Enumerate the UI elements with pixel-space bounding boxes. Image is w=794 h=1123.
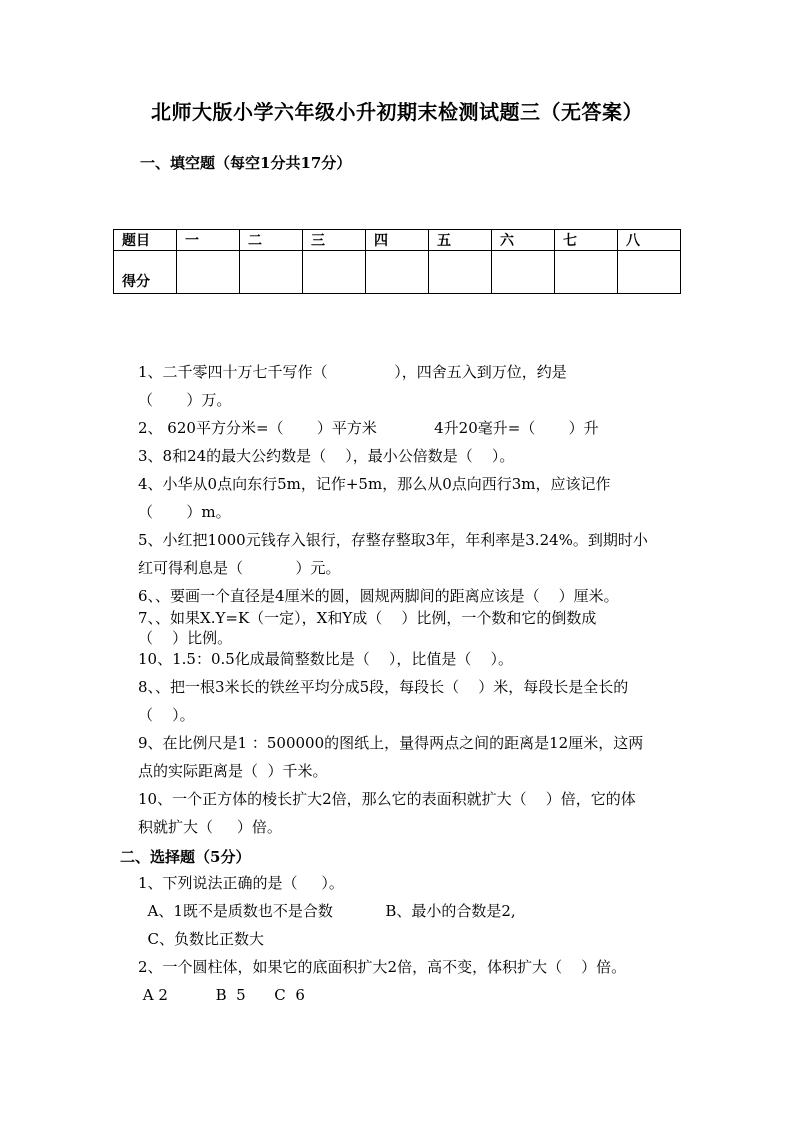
score-cell[interactable]	[492, 251, 555, 294]
page-title: 北师大版小学六年级小升初期末检测试题三（无答案）	[151, 100, 643, 124]
score-table-col-8: 八	[618, 230, 681, 251]
score-cell[interactable]	[618, 251, 681, 294]
score-cell[interactable]	[429, 251, 492, 294]
score-table-col-1: 一	[177, 230, 240, 251]
question-line: 10、1.5：0.5化成最简整数比是（ ），比值是（ ）。	[138, 650, 513, 668]
score-table-col-3: 三	[303, 230, 366, 251]
score-cell[interactable]	[303, 251, 366, 294]
question-line: 8、、把一根3米长的铁丝平均分成5段，每段长（ ）米，每段长是全长的	[138, 678, 629, 696]
question-line: 10、一个正方体的棱长扩大2倍，那么它的表面积就扩大（ ）倍，它的体	[138, 790, 636, 808]
question-line: 2、 620平方分米=（ ）平方米 4升20毫升=（ ）升	[138, 419, 599, 437]
question-line: （ ）。	[138, 706, 195, 724]
score-table-col-5: 五	[429, 230, 492, 251]
score-table-score-row	[114, 251, 681, 294]
section1-heading: 一、填空题（每空1分共17分）	[140, 154, 352, 172]
score-table-col-7: 七	[555, 230, 618, 251]
choice-line: 2、一个圆柱体，如果它的底面积扩大2倍，高不变，体积扩大（ ）倍。	[138, 958, 627, 976]
choice-line: A、1既不是质数也不是合数 B、最小的合数是2,	[138, 902, 516, 920]
question-line: 9、在比例尺是1 ：500000的图纸上，量得两点之间的距离是12厘米，这两	[138, 734, 644, 752]
score-cell[interactable]	[177, 251, 240, 294]
choice-line: 1、下列说法正确的是（ ）。	[138, 874, 344, 892]
question-line: 6、、要画一个直径是4厘米的圆，圆规两脚间的距离应该是（ ）厘米。	[138, 587, 619, 605]
question-line: 1、二千零四十万七千写作（ ），四舍五入到万位，约是	[138, 363, 567, 381]
score-table	[113, 229, 681, 294]
score-table-col-4: 四	[366, 230, 429, 251]
choice-line: C、负数比正数大	[138, 930, 265, 948]
question-line: 7、、如果X.Y=K（一定），X和Y成（ ）比例，一个数和它的倒数成	[138, 609, 597, 627]
question-line: 4、小华从0点向东行5m，记作+5m，那么从0点向西行3m，应该记作	[138, 475, 611, 493]
score-cell[interactable]	[555, 251, 618, 294]
score-table-header-label: 题目	[114, 230, 177, 251]
score-table-col-6: 六	[492, 230, 555, 251]
choice-line: A 2 B 5 C 6	[138, 986, 305, 1004]
question-line: 点的实际距离是（ ）千米。	[138, 762, 328, 780]
question-line: （ ）万。	[138, 391, 232, 409]
question-line: （ ）比例。	[138, 629, 233, 647]
score-table-score-label: 得分	[114, 251, 177, 294]
question-line: 5、小红把1000元钱存入银行，存整存整取3年，年利率是3.24%。到期时小	[138, 531, 648, 549]
question-line: 积就扩大（ ）倍。	[138, 818, 282, 836]
score-table-col-2: 二	[240, 230, 303, 251]
question-line: （ ）m。	[138, 503, 231, 521]
question-line: 3、8和24的最大公约数是（ ），最小公倍数是（ ）。	[138, 447, 515, 465]
score-table-header-row	[114, 230, 681, 251]
question-line: 红可得利息是（ ）元。	[138, 559, 341, 577]
score-cell[interactable]	[366, 251, 429, 294]
section2-heading: 二、选择题（5分）	[120, 848, 251, 866]
score-cell[interactable]	[240, 251, 303, 294]
